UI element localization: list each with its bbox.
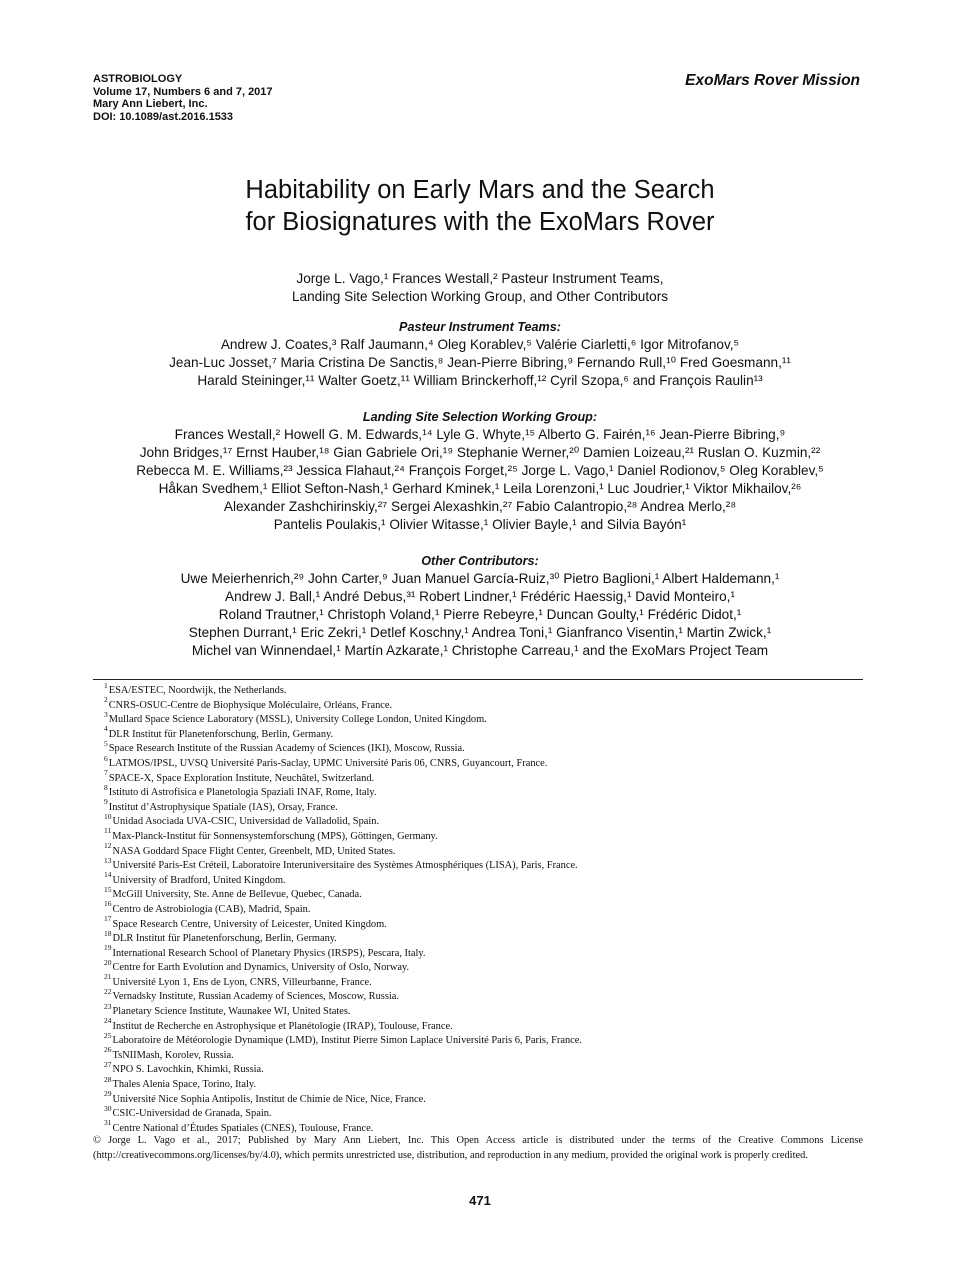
affiliation-text: International Research School of Planetary Physics (IRSPS), Pescara, Italy. (112, 947, 426, 959)
contributor-line: Rebecca M. E. Williams,²³ Jessica Flahaut,²⁴ François Forget,²⁵ Jorge L. Vago,¹ Daniel Rodionov,⁵ Oleg Korablev,⁵ (136, 463, 824, 478)
affiliation-item (104, 1089, 582, 1108)
affiliation-text: DLR Institut für Planetenforschung, Berlin, Germany. (108, 728, 334, 740)
affiliation-text: TsNIIMash, Korolev, Russia. (112, 1049, 234, 1061)
affiliation-text: Space Research Institute of the Russian Academy of Sciences (IKI), Moscow, Russia. (108, 743, 465, 755)
affiliation-number: 7 (104, 768, 108, 778)
affiliation-text: NPO S. Lavochkin, Khimki, Russia. (112, 1064, 264, 1076)
affiliation-number: 26 (104, 1045, 112, 1055)
affiliation-number: 9 (104, 797, 108, 807)
author-line: Jorge L. Vago,¹ Frances Westall,² Pasteur Instrument Teams, (296, 271, 664, 286)
affiliation-number: 3 (104, 709, 108, 719)
contributor-line: Jean-Luc Josset,⁷ Maria Cristina De Sanctis,⁸ Jean-Pierre Bibring,⁹ Fernando Rull,¹⁰ Fred Goesmann,¹¹ (169, 355, 791, 370)
affiliation-number: 29 (104, 1089, 112, 1099)
group-heading: Other Contributors: (421, 554, 539, 568)
affiliation-text: McGill University, Ste. Anne de Bellevue, Quebec, Canada. (112, 889, 362, 901)
affiliation-text: CSIC-Universidad de Granada, Spain. (112, 1108, 272, 1120)
journal-line: Mary Ann Liebert, Inc. (93, 98, 208, 110)
contributor-line: Andrew J. Coates,³ Ralf Jaumann,⁴ Oleg Korablev,⁵ Valérie Ciarletti,⁶ Igor Mitrofanov,⁵ (220, 337, 740, 352)
affiliation-item (104, 811, 582, 830)
affiliation-text: Institut de Recherche en Astrophysique et Planétologie (IRAP), Toulouse, France. (112, 1020, 453, 1032)
affiliation-number: 4 (104, 724, 108, 734)
group-heading: Landing Site Selection Working Group: (362, 410, 598, 424)
contributor-line: Pantelis Poulakis,¹ Olivier Witasse,¹ Olivier Bayle,¹ and Silvia Bayón¹ (273, 517, 687, 532)
affiliation-item (104, 1059, 582, 1078)
journal-line: DOI: 10.1089/ast.2016.1533 (93, 110, 234, 123)
affiliation-text: SPACE-X, Space Exploration Institute, Neuchâtel, Switzerland. (108, 772, 375, 784)
affiliation-text: Vernadsky Institute, Russian Academy of Sciences, Moscow, Russia. (112, 991, 399, 1003)
affiliation-item (104, 709, 582, 728)
contributor-line: Harald Steininger,¹¹ Walter Goetz,¹¹ William Brinckerhoff,¹² Cyril Szopa,⁶ and François Raulin¹³ (197, 373, 763, 388)
affiliation-text: Centre National d’Études Spatiales (CNES), Toulouse, France. (112, 1122, 374, 1134)
affiliation-item (104, 943, 582, 962)
group-landing-site-selection (0, 408, 960, 534)
affiliation-number: 22 (104, 987, 112, 996)
affiliation-item (104, 1074, 582, 1093)
affiliation-number: 11 (104, 826, 112, 836)
contributor-line: Andrew J. Ball,¹ André Debus,³¹ Robert Lindner,¹ Frédéric Haessig,¹ David Monteiro,¹ (225, 589, 735, 604)
affiliation-text: CNRS-OSUC-Centre de Biophysique Moléculaire, Orléans, France. (108, 699, 393, 711)
group-heading: Pasteur Instrument Teams: (399, 320, 561, 334)
affiliation-text: Istituto di Astrofisica e Planetologia Spaziali INAF, Rome, Italy. (108, 787, 377, 799)
affiliation-text: LATMOS/IPSL, UVSQ Université Paris-Saclay, UPMC Université Paris 06, CNRS, Guyancourt, France. (108, 757, 548, 769)
affiliation-item (104, 797, 582, 816)
affiliation-text: Laboratoire de Météorologie Dynamique (LMD), Institut Pierre Simon Laplace Université Paris 6, Paris, France. (112, 1035, 582, 1047)
affiliation-text: DLR Institut für Planetenforschung, Berlin, Germany. (112, 933, 337, 945)
affiliation-item (104, 987, 582, 1005)
contributor-line: Roland Trautner,¹ Christoph Voland,¹ Pierre Rebeyre,¹ Duncan Goulty,¹ Frédéric Didot,¹ (218, 607, 742, 622)
affiliation-item (104, 753, 582, 772)
affiliation-number: 16 (104, 899, 112, 909)
affiliation-number: 21 (104, 972, 112, 982)
page-number: 471 (469, 1193, 491, 1208)
affiliation-number: 15 (104, 884, 112, 894)
affiliation-number: 28 (104, 1074, 112, 1084)
affiliation-text: Université Nice Sophia Antipolis, Institut de Chimie de Nice, Nice, France. (112, 1093, 426, 1105)
affiliation-text: University of Bradford, United Kingdom. (112, 874, 286, 886)
affiliation-number: 31 (104, 1118, 112, 1128)
affiliation-number: 10 (104, 811, 112, 821)
affiliation-number: 23 (104, 1001, 112, 1011)
affiliation-number: 6 (104, 753, 108, 763)
contributor-line: Frances Westall,² Howell G. M. Edwards,¹⁴ Lyle G. Whyte,¹⁵ Alberto G. Fairén,¹⁶ Jean-Pierre Bibring,⁹ (174, 427, 786, 442)
journal-line: ASTROBIOLOGY (93, 73, 183, 85)
affiliation-item (104, 680, 582, 699)
group-pasteur-instrument-teams (0, 318, 960, 390)
author-line: Landing Site Selection Working Group, and Other Contributors (291, 289, 669, 304)
affiliation-item (104, 914, 582, 933)
affiliation-number: 24 (104, 1016, 112, 1026)
affiliation-item (104, 972, 582, 991)
affiliation-item (104, 738, 582, 757)
affiliation-text: Unidad Asociada UVA-CSIC, Universidad de Valladolid, Spain. (112, 816, 380, 828)
affiliation-number: 8 (104, 782, 108, 792)
affiliation-item (104, 1001, 582, 1020)
affiliation-text: Université Paris-Est Créteil, Laboratoire Interuniversitaire des Systèmes Atmosphériques (LISA), Paris, France. (112, 860, 578, 872)
affiliation-item (104, 957, 582, 976)
contributor-line: John Bridges,¹⁷ Ernst Hauber,¹⁸ Gian Gabriele Ori,¹⁹ Stephanie Werner,²⁰ Damien Loizeau,²¹ Ruslan O. Kuzmin,²² (139, 445, 821, 460)
affiliation-number: 19 (104, 943, 112, 953)
affiliation-item (104, 826, 582, 845)
affiliation-text: Space Research Centre, University of Leicester, United Kingdom. (112, 918, 387, 930)
affiliation-text: Planetary Science Institute, Waunakee WI, United States. (112, 1006, 351, 1018)
contributor-line: Stephen Durrant,¹ Eric Zekri,¹ Detlef Koschny,¹ Andrea Toni,¹ Gianfranco Visentin,¹ Martin Zwick,¹ (188, 625, 772, 640)
affiliation-text: Centro de Astrobiología (CAB), Madrid, Spain. (112, 903, 311, 915)
contributor-line: Alexander Zashchirinskiy,²⁷ Sergei Alexashkin,²⁷ Fabio Calantropio,²⁸ Andrea Merlo,²⁸ (223, 499, 737, 514)
affiliation-item (104, 724, 582, 743)
affiliation-number: 13 (104, 855, 112, 865)
journal-line: Volume 17, Numbers 6 and 7, 2017 (93, 85, 273, 98)
affiliation-number: 25 (104, 1030, 112, 1040)
affiliation-number: 14 (104, 870, 112, 880)
affiliations-list (104, 680, 582, 1136)
author-list (0, 270, 960, 306)
affiliation-number: 27 (104, 1059, 112, 1069)
affiliation-item (104, 870, 582, 889)
article-title (0, 174, 960, 238)
affiliation-text: Université Lyon 1, Ens de Lyon, CNRS, Villeurbanne, France. (112, 976, 372, 988)
affiliation-text: Centre for Earth Evolution and Dynamics, University of Oslo, Norway. (112, 962, 410, 974)
affiliation-item (104, 1016, 582, 1035)
affiliation-number: 5 (104, 738, 108, 748)
affiliation-item (104, 1045, 582, 1064)
title-line: Habitability on Early Mars and the Search (245, 176, 715, 204)
affiliation-item (104, 768, 582, 787)
contributor-line: Michel van Winnendael,¹ Martín Azkarate,¹ Christophe Carreau,¹ and the ExoMars Project Team (191, 643, 769, 658)
affiliation-number: 20 (104, 957, 112, 967)
affiliation-item (104, 1103, 582, 1122)
affiliation-text: Institut d’Astrophysique Spatiale (IAS), Orsay, France. (108, 801, 338, 813)
affiliation-number: 1 (104, 680, 108, 690)
affiliation-text: ESA/ESTEC, Noordwijk, the Netherlands. (108, 685, 287, 696)
affiliation-item (104, 855, 582, 874)
affiliation-number: 17 (104, 914, 112, 924)
affiliation-item (104, 1030, 582, 1049)
affiliation-item (104, 782, 582, 801)
affiliation-number: 18 (104, 928, 112, 938)
affiliation-text: Max-Planck-Institut für Sonnensystemforschung (MPS), Göttingen, Germany. (112, 830, 438, 842)
affiliation-number: 12 (104, 841, 112, 851)
affiliation-item (104, 884, 582, 903)
affiliation-item (104, 841, 582, 860)
section-label: ExoMars Rover Mission (685, 72, 860, 89)
affiliation-item (104, 928, 582, 947)
contributor-line: Uwe Meierhenrich,²⁹ John Carter,⁹ Juan Manuel García-Ruiz,³⁰ Pietro Baglioni,¹ Albert Haldemann,¹ (180, 571, 780, 586)
affiliation-text: Mullard Space Science Laboratory (MSSL), University College London, United Kingdom. (108, 714, 487, 726)
affiliation-number: 2 (104, 695, 108, 705)
affiliation-number: 30 (104, 1103, 112, 1113)
title-line: for Biosignatures with the ExoMars Rover (245, 208, 715, 236)
affiliations-divider (93, 679, 863, 680)
license-statement: © Jorge L. Vago et al., 2017; Published by Mary Ann Liebert, Inc. This Open Access article is distributed under the terms of the Creative Commons License (http://creativecommons.org/licenses/by/4.0), which permits unrestricted use, distribution, and reproduction in any medium, provided the original work is properly credited. (93, 1135, 863, 1161)
journal-info (93, 73, 273, 123)
affiliation-text: NASA Goddard Space Flight Center, Greenbelt, MD, United States. (112, 845, 396, 857)
group-other-contributors (0, 552, 960, 660)
affiliation-text: Thales Alenia Space, Torino, Italy. (112, 1079, 257, 1091)
affiliation-item (104, 899, 582, 918)
affiliation-item (104, 695, 582, 714)
contributor-line: Håkan Svedhem,¹ Elliot Sefton-Nash,¹ Gerhard Kminek,¹ Leila Lorenzoni,¹ Luc Joudrier,¹ Viktor Mikhailov,²⁶ (158, 481, 802, 496)
